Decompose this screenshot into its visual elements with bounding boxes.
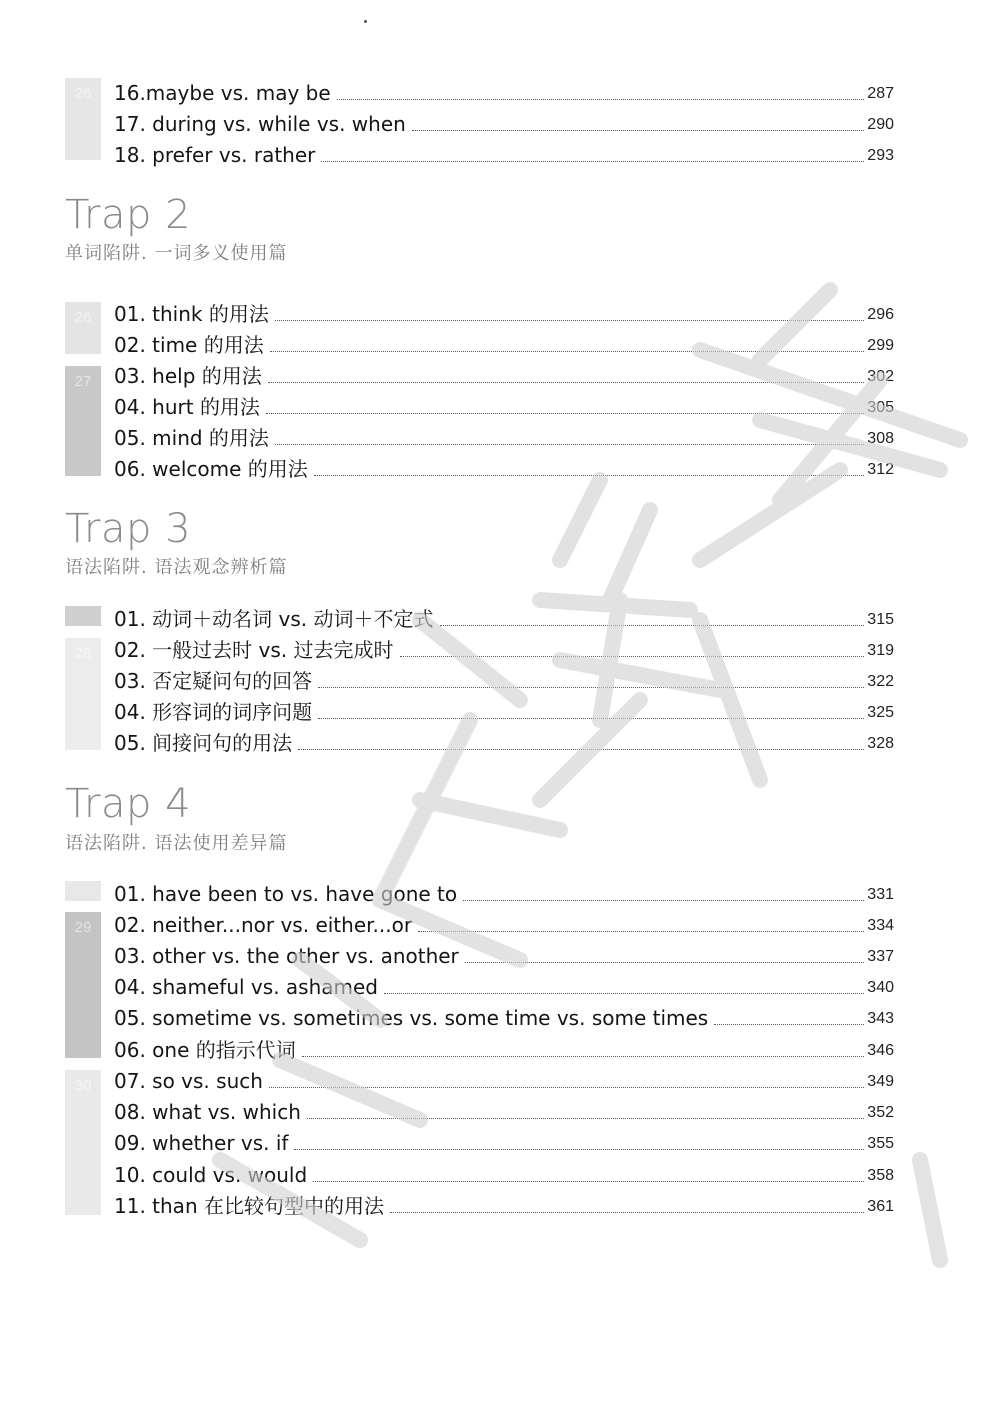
- toc-page-number: 287: [867, 85, 894, 102]
- section-subtitle-trap-2: 单词陷阱. 一词多义使用篇: [65, 243, 288, 264]
- toc-entry[interactable]: [114, 423, 894, 451]
- toc-entry[interactable]: [114, 1003, 894, 1031]
- toc-leader: [270, 351, 865, 352]
- toc-leader: [400, 656, 865, 657]
- toc-page-number: 293: [867, 147, 894, 164]
- toc-leader: [440, 625, 865, 626]
- toc-leader: [275, 320, 864, 321]
- toc-leader: [266, 413, 864, 414]
- toc-page-number: 319: [867, 642, 894, 659]
- toc-page-number: 349: [867, 1073, 894, 1090]
- toc-page-number: 299: [867, 337, 894, 354]
- toc-page-number: 325: [867, 704, 894, 721]
- toc-entry-title: 05. 间接问句的用法: [114, 731, 293, 755]
- toc-entry-title: 01. 动词＋动名词 vs. 动词＋不定式: [114, 607, 434, 631]
- toc-page-number: 296: [867, 306, 894, 323]
- toc-entry-title: 06. welcome 的用法: [114, 457, 308, 481]
- day-band-26b: 26: [65, 302, 101, 354]
- toc-page-number: 302: [867, 368, 894, 385]
- toc-page-number: 361: [867, 1198, 894, 1215]
- toc-entry[interactable]: [114, 697, 894, 725]
- toc-entry[interactable]: [114, 1066, 894, 1094]
- section-title-trap-4: Trap 4: [65, 781, 192, 827]
- toc-entry[interactable]: [114, 78, 894, 106]
- toc-page-number: 315: [867, 611, 894, 628]
- toc-entry-title: 05. mind 的用法: [114, 426, 269, 450]
- toc-entry[interactable]: [114, 299, 894, 327]
- toc-leader: [412, 130, 864, 131]
- toc-page-number: 328: [867, 735, 894, 752]
- toc-entry-title: 08. what vs. which: [114, 1100, 301, 1124]
- toc-entry[interactable]: [114, 972, 894, 1000]
- day-band-30: 30: [65, 1070, 101, 1215]
- toc-page-number: 322: [867, 673, 894, 690]
- toc-leader: [268, 382, 865, 383]
- toc-entry[interactable]: [114, 1160, 894, 1188]
- toc-leader: [298, 749, 864, 750]
- toc-leader: [307, 1118, 864, 1119]
- day-band-29: 29: [65, 912, 101, 1058]
- toc-leader: [294, 1149, 864, 1150]
- toc-entry-title: 03. 否定疑问句的回答: [114, 669, 313, 693]
- section-title-trap-3: Trap 3: [65, 506, 192, 552]
- toc-page-number: 355: [867, 1135, 894, 1152]
- toc-page-number: 352: [867, 1104, 894, 1121]
- toc-leader: [384, 993, 864, 994]
- toc-page-number: 290: [867, 116, 894, 133]
- toc-page-number: 312: [867, 461, 894, 478]
- toc-entry-title: 04. shameful vs. ashamed: [114, 975, 378, 999]
- toc-entry[interactable]: [114, 140, 894, 168]
- section-title-trap-2: Trap 2: [65, 192, 192, 238]
- toc-entry-title: 17. during vs. while vs. when: [114, 112, 406, 136]
- toc-entry[interactable]: [114, 1097, 894, 1125]
- toc-leader: [313, 1181, 864, 1182]
- toc-entry[interactable]: [114, 454, 894, 482]
- toc-entry-title: 04. 形容词的词序问题: [114, 700, 313, 724]
- toc-leader: [318, 718, 864, 719]
- toc-leader: [302, 1056, 865, 1057]
- toc-entry-title: 18. prefer vs. rather: [114, 143, 316, 167]
- day-band-28-top: [65, 606, 101, 626]
- toc-page-number: 334: [867, 917, 894, 934]
- toc-leader: [714, 1024, 864, 1025]
- day-band-29-top: [65, 881, 101, 901]
- toc-entry[interactable]: [114, 1035, 894, 1063]
- toc-entry-title: 10. could vs. would: [114, 1163, 308, 1187]
- toc-entry-title: 01. have been to vs. have gone to: [114, 882, 458, 906]
- day-band-26a: 26: [65, 78, 101, 160]
- toc-entry-title: 07. so vs. such: [114, 1069, 263, 1093]
- toc-entry[interactable]: [114, 1128, 894, 1156]
- toc-leader: [269, 1087, 864, 1088]
- toc-leader: [418, 931, 864, 932]
- toc-entry-title: 11. than 在比较句型中的用法: [114, 1194, 384, 1218]
- toc-page-number: 358: [867, 1167, 894, 1184]
- toc-entry[interactable]: [114, 635, 894, 663]
- toc-page-number: 331: [867, 886, 894, 903]
- toc-entry-title: 03. other vs. the other vs. another: [114, 944, 459, 968]
- toc-leader: [465, 962, 865, 963]
- toc-leader: [321, 161, 864, 162]
- toc-entry[interactable]: [114, 666, 894, 694]
- toc-leader: [318, 687, 864, 688]
- toc-page-number: 340: [867, 979, 894, 996]
- toc-entry-title: 16.maybe vs. may be: [114, 81, 331, 105]
- section-subtitle-trap-3: 语法陷阱. 语法观念辨析篇: [65, 557, 288, 578]
- toc-page-number: 337: [867, 948, 894, 965]
- toc-leader: [390, 1212, 864, 1213]
- toc-page-number: 343: [867, 1010, 894, 1027]
- toc-leader: [314, 475, 865, 476]
- toc-entry-title: 02. time 的用法: [114, 333, 264, 357]
- toc-page-number: 305: [867, 399, 894, 416]
- toc-leader: [275, 444, 864, 445]
- toc-entry[interactable]: [114, 392, 894, 420]
- toc-entry-title: 05. sometime vs. sometimes vs. some time vs. some times: [114, 1006, 709, 1030]
- toc-entry[interactable]: [114, 728, 894, 756]
- toc-entry-title: 06. one 的指示代词: [114, 1038, 296, 1062]
- toc-entry[interactable]: [114, 361, 894, 389]
- toc-leader: [463, 900, 864, 901]
- day-band-28: 28: [65, 638, 101, 750]
- toc-entry-title: 03. help 的用法: [114, 364, 262, 388]
- toc-entry-title: 02. neither...nor vs. either...or: [114, 913, 413, 937]
- toc-entry[interactable]: [114, 604, 894, 632]
- toc-leader: [337, 99, 865, 100]
- section-subtitle-trap-4: 语法陷阱. 语法使用差异篇: [65, 833, 288, 854]
- toc-entry-title: 01. think 的用法: [114, 302, 269, 326]
- scan-speck: [364, 20, 367, 23]
- toc-entry[interactable]: [114, 1191, 894, 1219]
- toc-entry[interactable]: [114, 941, 894, 969]
- toc-entry[interactable]: [114, 879, 894, 907]
- toc-entry-title: 04. hurt 的用法: [114, 395, 260, 419]
- toc-entry-title: 09. whether vs. if: [114, 1131, 289, 1155]
- toc-page-number: 308: [867, 430, 894, 447]
- day-band-27: 27: [65, 366, 101, 476]
- toc-page-number: 346: [867, 1042, 894, 1059]
- toc-entry-title: 02. 一般过去时 vs. 过去完成时: [114, 638, 394, 662]
- toc-entry[interactable]: [114, 910, 894, 938]
- toc-entry[interactable]: [114, 109, 894, 137]
- toc-entry[interactable]: [114, 330, 894, 358]
